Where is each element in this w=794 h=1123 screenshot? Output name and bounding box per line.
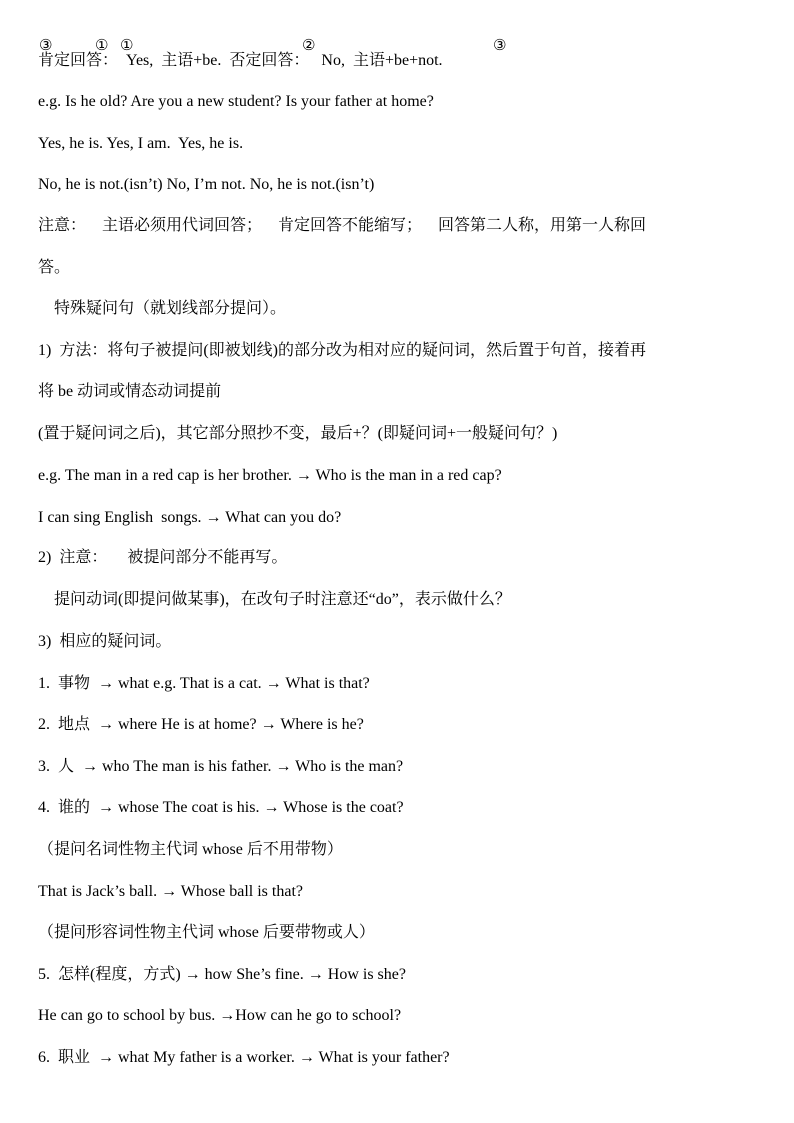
text-line: He can go to school by bus. →How can he go to school? — [38, 1007, 402, 1024]
circled-marker: ① — [120, 36, 134, 54]
text-line: 2) 注意： 被提问部分不能再写。 — [38, 549, 288, 566]
text-line: 特殊疑问句（就划线部分提问）。 — [38, 300, 287, 317]
text-line: 肯定回答： Yes, 主语+be. 否定回答： No, 主语+be+not. — [38, 52, 443, 69]
text-line: 5. 怎样(程度，方式) → how She’s fine. → How is she? — [38, 966, 406, 983]
text-line: 3) 相应的疑问词。 — [38, 633, 172, 650]
text-line: 将 be 动词或情态动词提前 — [38, 383, 222, 400]
text-line: Yes, he is. Yes, I am. Yes, he is. — [38, 135, 244, 152]
text-line: 6. 职业 → what My father is a worker. → What is your father? — [38, 1049, 450, 1066]
text-line: 1) 方法：将句子被提问(即被划线)的部分改为相对应的疑问词，然后置于句首，接着再 — [38, 342, 646, 359]
text-line: 答。 — [38, 259, 71, 276]
circled-marker: ③ — [493, 36, 507, 54]
text-line: (置于疑问词之后)，其它部分照抄不变，最后+？(即疑问词+一般疑问句？) — [38, 425, 558, 442]
text-line: 3. 人 → who The man is his father. → Who is the man? — [38, 758, 404, 775]
text-line: 注意： 主语必须用代词回答； 肯定回答不能缩写； 回答第二人称，用第一人称回 — [38, 217, 647, 234]
text-line: 提问动词(即提问做某事)，在改句子时注意还“do”，表示做什么？ — [38, 591, 511, 608]
text-line: e.g. Is he old? Are you a new student? Is your father at home? — [38, 93, 434, 110]
text-line: That is Jack’s ball. → Whose ball is that? — [38, 883, 303, 900]
text-line: No, he is not.(isn’t) No, I’m not. No, he is not.(isn’t) — [38, 176, 375, 193]
circled-marker: ③ — [39, 36, 53, 54]
text-line: 4. 谁的 → whose The coat is his. → Whose is the coat? — [38, 799, 404, 816]
text-line: I can sing English songs. → What can you do? — [38, 509, 342, 526]
text-line: e.g. The man in a red cap is her brother. → Who is the man in a red cap? — [38, 467, 502, 484]
text-line: 1. 事物 → what e.g. That is a cat. → What is that? — [38, 675, 370, 692]
text-line: 2. 地点 → where He is at home? → Where is he? — [38, 716, 364, 733]
circled-marker: ② — [302, 36, 316, 54]
text-line: （提问形容词性物主代词 whose 后要带物或人） — [38, 924, 375, 941]
circled-marker: ① — [95, 36, 109, 54]
text-line: （提问名词性物主代词 whose 后不用带物） — [38, 841, 343, 858]
